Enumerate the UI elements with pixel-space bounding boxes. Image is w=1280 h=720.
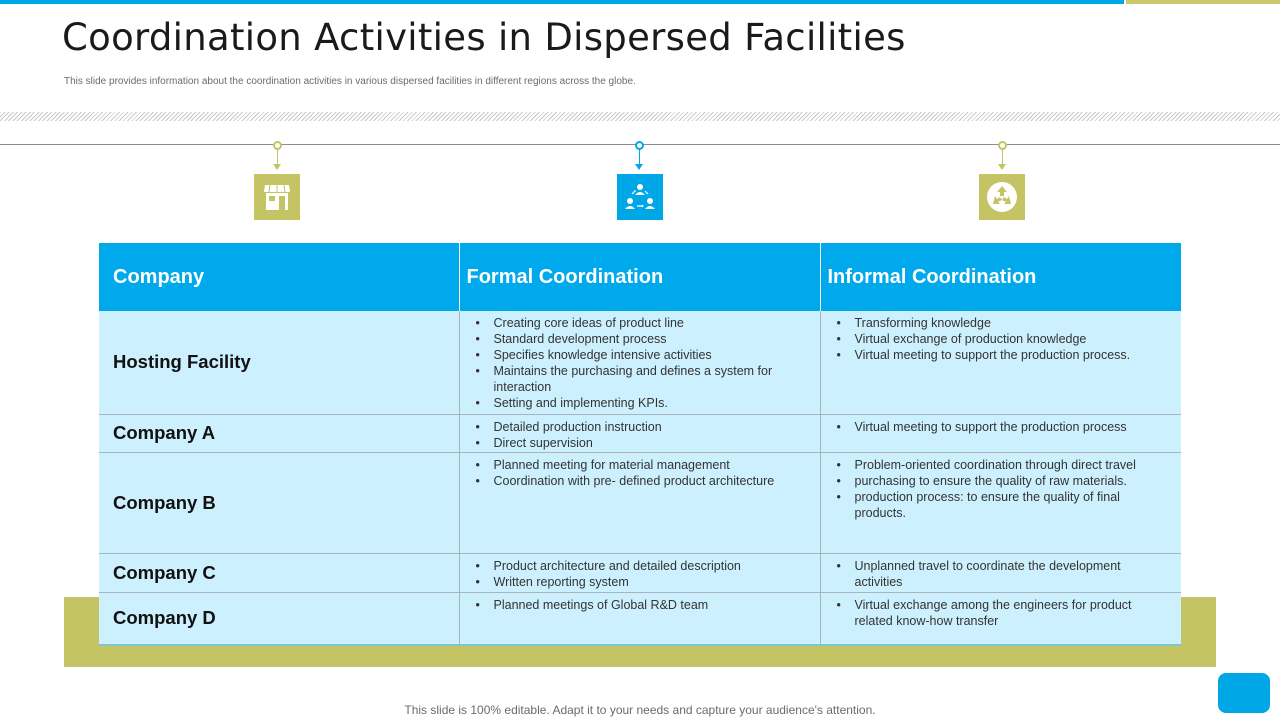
store-icon bbox=[254, 174, 300, 220]
list-item: • Detailed production instruction bbox=[474, 419, 800, 435]
list-item: • Written reporting system bbox=[474, 574, 800, 590]
list-item: • Coordination with pre- defined product architecture bbox=[474, 473, 800, 489]
header-company: Company bbox=[99, 243, 459, 311]
list-item: • Problem-oriented coordination through direct travel bbox=[835, 457, 1162, 473]
formal-coordination-cell bbox=[459, 553, 820, 592]
formal-coordination-cell bbox=[459, 592, 820, 645]
company-name-cell: Company C bbox=[99, 553, 459, 592]
informal-coordination-cell bbox=[820, 553, 1181, 592]
top-accent-bar-secondary bbox=[1126, 0, 1280, 4]
formal-list bbox=[460, 415, 820, 451]
page-subtitle: This slide provides information about the coordination activities in various dispersed facilities in different regions across the globe. bbox=[64, 76, 636, 87]
footer-note: This slide is 100% editable. Adapt it to your needs and capture your audience's attention. bbox=[404, 703, 876, 717]
corner-button[interactable] bbox=[1218, 673, 1270, 713]
formal-list bbox=[460, 453, 820, 489]
list-item: • Virtual meeting to support the production process. bbox=[835, 347, 1162, 363]
informal-list bbox=[821, 311, 1182, 363]
list-item: • Planned meeting for material management bbox=[474, 457, 800, 473]
table-row bbox=[99, 452, 1181, 553]
list-item: • purchasing to ensure the quality of raw materials. bbox=[835, 473, 1162, 489]
recycle-arrows-icon bbox=[979, 174, 1025, 220]
list-item: • Planned meetings of Global R&D team bbox=[474, 597, 800, 613]
hatched-divider bbox=[0, 112, 1280, 121]
list-item: • Virtual exchange of production knowledge bbox=[835, 331, 1162, 347]
coordination-table bbox=[99, 243, 1181, 646]
formal-list bbox=[460, 593, 820, 613]
header-formal-coordination: Formal Coordination bbox=[459, 243, 820, 311]
table-row bbox=[99, 553, 1181, 592]
list-item: • Specifies knowledge intensive activities bbox=[474, 347, 800, 363]
informal-list bbox=[821, 554, 1182, 590]
table-header-row bbox=[99, 243, 1181, 311]
informal-list bbox=[821, 453, 1182, 521]
informal-coordination-cell bbox=[820, 414, 1181, 452]
table-row bbox=[99, 311, 1181, 414]
list-item: • Creating core ideas of product line bbox=[474, 315, 800, 331]
list-item: • Transforming knowledge bbox=[835, 315, 1162, 331]
table-row bbox=[99, 592, 1181, 645]
formal-list bbox=[460, 554, 820, 590]
list-item: • Unplanned travel to coordinate the development activities bbox=[835, 558, 1162, 590]
formal-list bbox=[460, 311, 820, 411]
company-name-cell: Hosting Facility bbox=[99, 311, 459, 414]
list-item: • production process: to ensure the quality of final products. bbox=[835, 489, 1162, 521]
list-item: • Standard development process bbox=[474, 331, 800, 347]
top-accent-bar bbox=[0, 0, 1124, 4]
list-item: • Virtual exchange among the engineers for product related know-how transfer bbox=[835, 597, 1162, 629]
page-title: Coordination Activities in Dispersed Facilities bbox=[62, 16, 906, 59]
list-item: • Virtual meeting to support the production process bbox=[835, 419, 1162, 435]
company-name-cell: Company D bbox=[99, 592, 459, 645]
formal-coordination-cell bbox=[459, 311, 820, 414]
formal-coordination-cell bbox=[459, 414, 820, 452]
header-informal-coordination: Informal Coordination bbox=[820, 243, 1181, 311]
formal-coordination-cell bbox=[459, 452, 820, 553]
informal-coordination-cell bbox=[820, 452, 1181, 553]
informal-list bbox=[821, 593, 1182, 629]
list-item: • Setting and implementing KPIs. bbox=[474, 395, 800, 411]
table-row bbox=[99, 414, 1181, 452]
informal-coordination-cell bbox=[820, 311, 1181, 414]
informal-list bbox=[821, 415, 1182, 435]
list-item: • Maintains the purchasing and defines a system for interaction bbox=[474, 363, 800, 395]
informal-coordination-cell bbox=[820, 592, 1181, 645]
team-network-icon bbox=[617, 174, 663, 220]
list-item: • Product architecture and detailed description bbox=[474, 558, 800, 574]
list-item: • Direct supervision bbox=[474, 435, 800, 451]
company-name-cell: Company A bbox=[99, 414, 459, 452]
company-name-cell: Company B bbox=[99, 452, 459, 553]
